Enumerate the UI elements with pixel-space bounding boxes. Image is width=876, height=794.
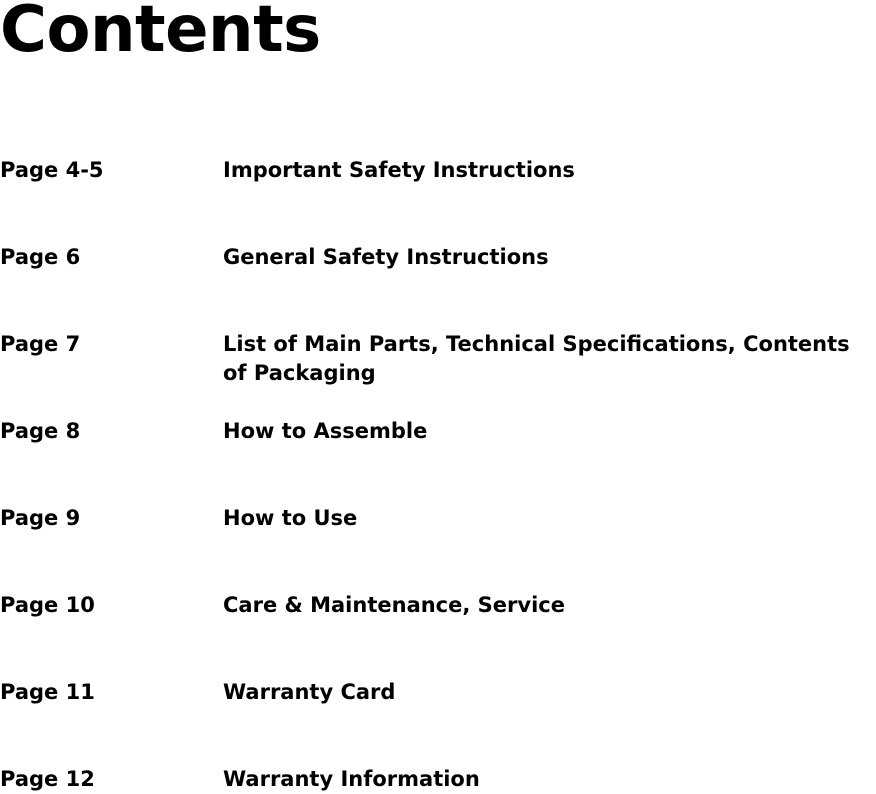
toc-description: Warranty Card xyxy=(223,680,396,704)
toc-page-number: Page 6 xyxy=(0,245,81,269)
toc-description: Care & Maintenance, Service xyxy=(223,593,565,617)
toc-page-number: Page 7 xyxy=(0,332,81,356)
toc-page-number: Page 12 xyxy=(0,767,95,791)
toc-page-number: Page 11 xyxy=(0,680,95,704)
toc-page-number: Page 10 xyxy=(0,593,95,617)
toc-description: Important Safety Instructions xyxy=(223,158,575,182)
page-title: Contents xyxy=(0,0,321,67)
toc-description: General Safety Instructions xyxy=(223,245,549,269)
toc-description: List of Main Parts, Technical Specifications, Contents of Packaging xyxy=(223,332,850,385)
toc-description: How to Assemble xyxy=(223,419,428,443)
toc-description: How to Use xyxy=(223,506,358,530)
toc-page-number: Page 9 xyxy=(0,506,81,530)
toc-page-number: Page 4-5 xyxy=(0,158,104,182)
toc-page-number: Page 8 xyxy=(0,419,81,443)
toc-description: Warranty Information xyxy=(223,767,480,791)
